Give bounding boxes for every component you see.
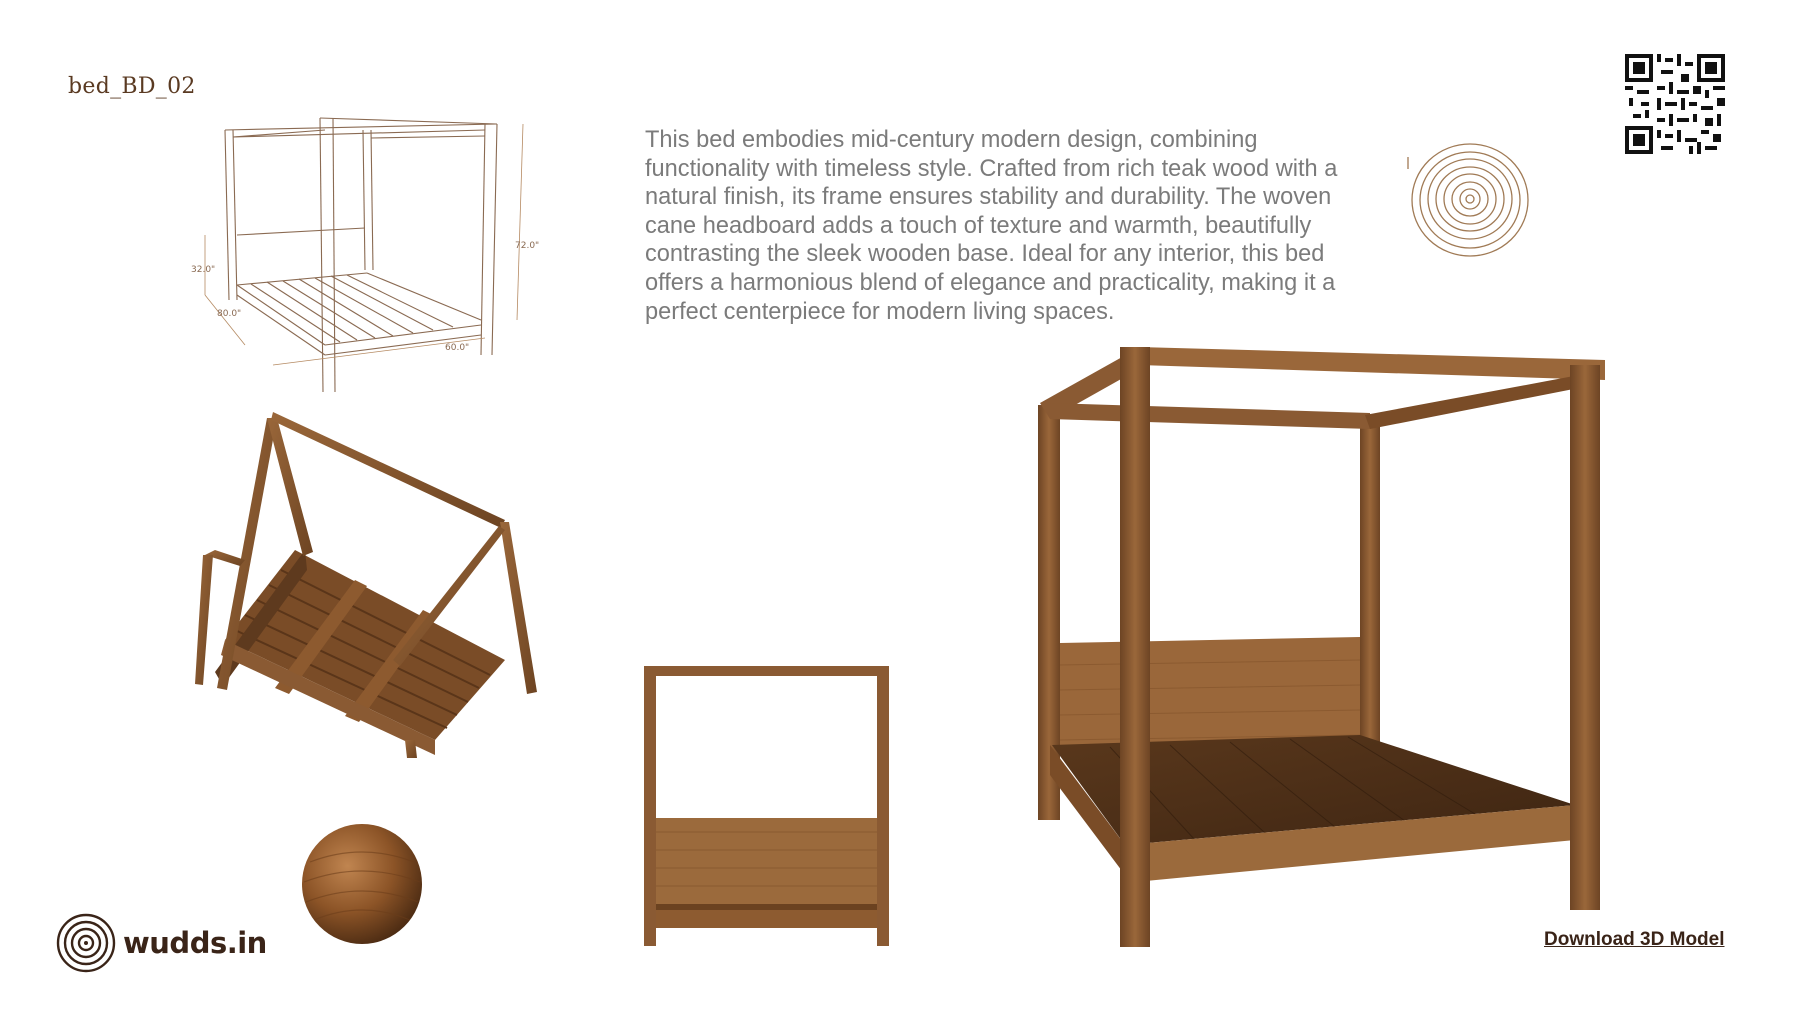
front-view-render (640, 660, 900, 960)
wood-rings-icon (55, 912, 117, 974)
wood-rings-icon (1405, 135, 1535, 265)
brand-logo[interactable] (55, 912, 267, 974)
dimension-headboard: 32.0" (191, 265, 216, 275)
product-description: This bed embodies mid-century modern design, combining functionality with timeless style. Crafted from rich teak wood with a natural finish, its frame ensures stability and durability. The woven cane headboard adds a touch of texture and warmth, beautifully contrasting the sleek wooden base. Ideal for any interior, this bed offers a harmonious blend of elegance and practicality, making it a perfect centerpiece for modern living spaces. (645, 127, 1338, 325)
qr-code-icon[interactable] (1625, 54, 1725, 154)
dimension-length: 80.0" (217, 309, 242, 319)
product-code: bed_BD_02 (68, 74, 196, 99)
brand-name: wudds.in (123, 926, 267, 960)
main-perspective-render (1030, 335, 1630, 955)
download-3d-model-link[interactable]: Download 3D Model (1544, 929, 1725, 950)
dimension-height: 72.0" (515, 241, 540, 251)
wood-sphere-icon (300, 822, 424, 946)
dimension-width: 60.0" (445, 343, 470, 353)
dimension-sketch (185, 110, 545, 400)
bottom-view-render (185, 410, 555, 770)
